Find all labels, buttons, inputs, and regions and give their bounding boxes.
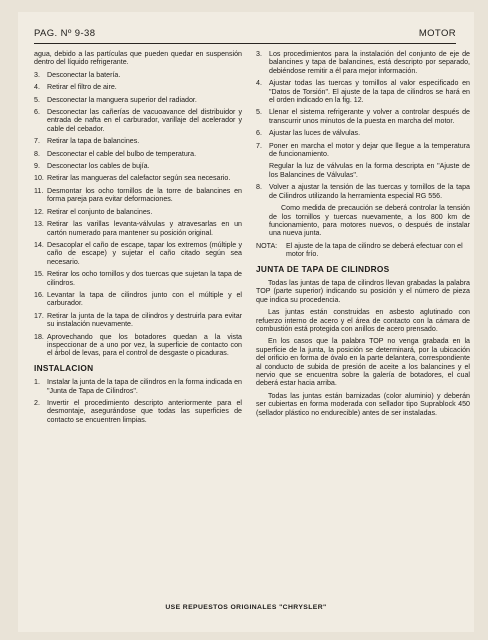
body-paragraph: Todas las juntas están barnizadas (color aluminio) y deberán ser cubiertas en forma moderada con sellador tipo Suprablock 450 (sellador plástico no endurecible) antes de ser instaladas. <box>256 391 470 417</box>
step-number: 1. <box>34 378 40 387</box>
step-text: Instalar la junta de la tapa de cilindros en la forma indicada en "Junta de Tapa de Cilindros". <box>47 378 242 395</box>
step-number: 17. <box>34 311 44 320</box>
step-number: 12. <box>34 207 44 216</box>
step-number: 9. <box>34 162 40 171</box>
note-text: El ajuste de la tapa de cilindro se deberá efectuar con el motor frío. <box>286 241 463 259</box>
step-text: Retirar el filtro de aire. <box>47 83 117 92</box>
step-number: 3. <box>34 70 40 79</box>
page-number: PAG. Nº 9-38 <box>34 28 96 39</box>
step-text: Desacoplar el caño de escape, tapar los extremos (múltiple y caño de escape) y sujetar el caño citado según sea necesario. <box>47 240 242 266</box>
step-text: Desconectar la batería. <box>47 70 121 79</box>
list-item <box>34 378 242 395</box>
page-footer: USE REPUESTOS ORIGINALES "CHRYSLER" <box>165 604 327 611</box>
section-title: MOTOR <box>418 28 456 39</box>
list-item <box>34 150 242 158</box>
step-text: Desconectar las cañerías de vacuoavance del distribuidor y entrada de nafta en el carburador, varillaje del acelerador y cable del cebador. <box>47 108 242 133</box>
step-8-note: Como medida de precaución se deberá controlar la tensión de los tornillos y tuercas nuevamente, a los 800 km de funcionamiento, para motores nuevos, o después de instalar una nueva junta. <box>269 204 470 238</box>
step-number: 7. <box>34 137 40 146</box>
step-number: 11. <box>34 186 44 195</box>
list-item <box>34 162 242 170</box>
installation-heading: INSTALACION <box>34 362 94 373</box>
step-text: Aprovechando que los botadores quedan a la vista inspeccionar de a uno por vez, la superficie de contacto con el árbol de levas, para el control de desgaste o picaduras. <box>47 332 242 358</box>
list-item <box>34 312 242 329</box>
list-item <box>256 129 470 137</box>
manual-page <box>18 12 474 632</box>
step-text: Retirar los ocho tornillos y dos tuercas que sujetan la tapa de cilindros. <box>47 270 242 287</box>
step-number: 4. <box>256 79 262 88</box>
installation-steps <box>34 378 242 424</box>
step-text: Los procedimientos para la instalación del conjunto de eje de balancines y tapa de balancines, está descripto por separado, debiéndose remitir a él para mejor información. <box>269 50 470 75</box>
right-column <box>256 50 470 421</box>
removal-steps <box>34 71 242 358</box>
list-item <box>34 270 242 287</box>
list-item <box>256 50 470 75</box>
step-text: Retirar la tapa de balancines. <box>47 137 140 146</box>
step-number: 10. <box>34 174 44 183</box>
step-number: 18. <box>34 332 44 341</box>
step-text: Retirar las varillas levanta-válvulas y atravesarlas en un cartón numerado para mantener su posición original. <box>47 220 242 237</box>
step-number: 8. <box>256 183 262 192</box>
step-text: Volver a ajustar la tensión de las tuercas y tornillos de la tapa de Cilindros utilizando la herramienta especial RG 556. <box>269 183 470 200</box>
step-number: 2. <box>34 399 40 407</box>
step-number: 4. <box>34 83 40 92</box>
list-item <box>34 96 242 104</box>
list-item <box>34 291 242 308</box>
list-item <box>256 79 470 104</box>
page-header <box>34 28 456 42</box>
list-item <box>34 108 242 133</box>
step-text: Retirar las mangueras del calefactor según sea necesario. <box>47 174 231 183</box>
list-item <box>256 108 470 125</box>
step-text: Ajustar todas las tuercas y tornillos al valor especificado en "Datos de Torsión". El ajuste de la tapa de cilindros se hará en el orden indicado en la fig. 12. <box>269 79 470 105</box>
step-text: Desconectar los cables de bujía. <box>47 162 150 171</box>
note-label: NOTA: <box>256 241 278 250</box>
list-item <box>34 220 242 237</box>
step-number: 15. <box>34 270 44 279</box>
list-item <box>34 187 242 204</box>
step-text: Desconectar la manguera superior del radiador. <box>47 95 197 104</box>
step-number: 6. <box>256 129 262 138</box>
gasket-heading: JUNTA DE TAPA DE CILINDROS <box>256 263 390 274</box>
list-item <box>34 333 242 358</box>
body-paragraph: Las juntas están construidas en asbesto aglutinado con refuerzo interno de acero y el área de contacto con la cámara de combustión está protegida con anillos de acero prensado. <box>256 308 470 333</box>
list-item <box>34 137 242 145</box>
step-text: Ajustar las luces de válvulas. <box>269 129 361 138</box>
list-item <box>256 142 470 159</box>
step-text: Desconectar el cable del bulbo de temperatura. <box>47 149 197 158</box>
left-column <box>34 50 242 428</box>
list-item <box>34 399 242 424</box>
list-item <box>34 83 242 91</box>
list-item <box>34 241 242 266</box>
step-number: 14. <box>34 240 44 249</box>
step-text: Poner en marcha el motor y dejar que llegue a la temperatura de funcionamiento. <box>269 141 470 159</box>
step-number: 5. <box>256 108 262 117</box>
list-item <box>34 71 242 79</box>
step-text: Invertir el procedimiento descripto anteriormente para el desmontaje, asegurándose que todas las superficies de contacto se encuentren limpias. <box>47 399 242 424</box>
intro-paragraph: agua, debido a las partículas que pueden quedar en suspensión dentro del líquido refrigerante. <box>34 50 242 67</box>
header-divider <box>34 43 456 44</box>
step-number: 5. <box>34 95 40 104</box>
step-number: 3. <box>256 50 262 58</box>
step-number: 13. <box>34 220 44 229</box>
step-text: Retirar la junta de la tapa de cilindros y destruirla para evitar su instalación nuevamente. <box>47 311 242 329</box>
list-item <box>256 183 470 200</box>
step-number: 8. <box>34 149 40 158</box>
installation-steps-continued <box>256 50 470 158</box>
note-block <box>256 242 470 259</box>
step-number: 16. <box>34 290 44 299</box>
list-item <box>34 208 242 216</box>
step-text: Retirar el conjunto de balancines. <box>47 207 153 216</box>
gasket-paragraphs <box>256 279 470 417</box>
body-paragraph: En los casos que la palabra TOP no venga grabada en la superficie de la junta, la posición se determinará, por la ubicación del orificio en forma de óvalo en la parte delantera, correspondiente al conducto de subida de presión de aceite a los balancines y el nervio que se encuentra sobre la galería de botadores, el cual deberá estar hacia arriba. <box>256 337 470 388</box>
step-text: Levantar la tapa de cilindros junto con el múltiple y el carburador. <box>47 290 242 308</box>
step-number: 7. <box>256 141 262 150</box>
step-text: Desmontar los ocho tornillos de la torre de balancines en forma pareja para evitar deformaciones. <box>47 186 242 204</box>
body-paragraph: Todas las juntas de tapa de cilindros llevan grabadas la palabra TOP (parte superior) indicando su posición y el número de pieza que indica su procedencia. <box>256 278 470 304</box>
step-text: Llenar el sistema refrigerante y volver a controlar después de transcurrir unos minutos de la puesta en marcha del motor. <box>269 108 470 125</box>
step-7-note: Regular la luz de válvulas en la forma descripta en "Ajuste de los Balancines de Válvulas". <box>269 162 470 179</box>
step-number: 6. <box>34 108 40 117</box>
list-item <box>34 174 242 182</box>
